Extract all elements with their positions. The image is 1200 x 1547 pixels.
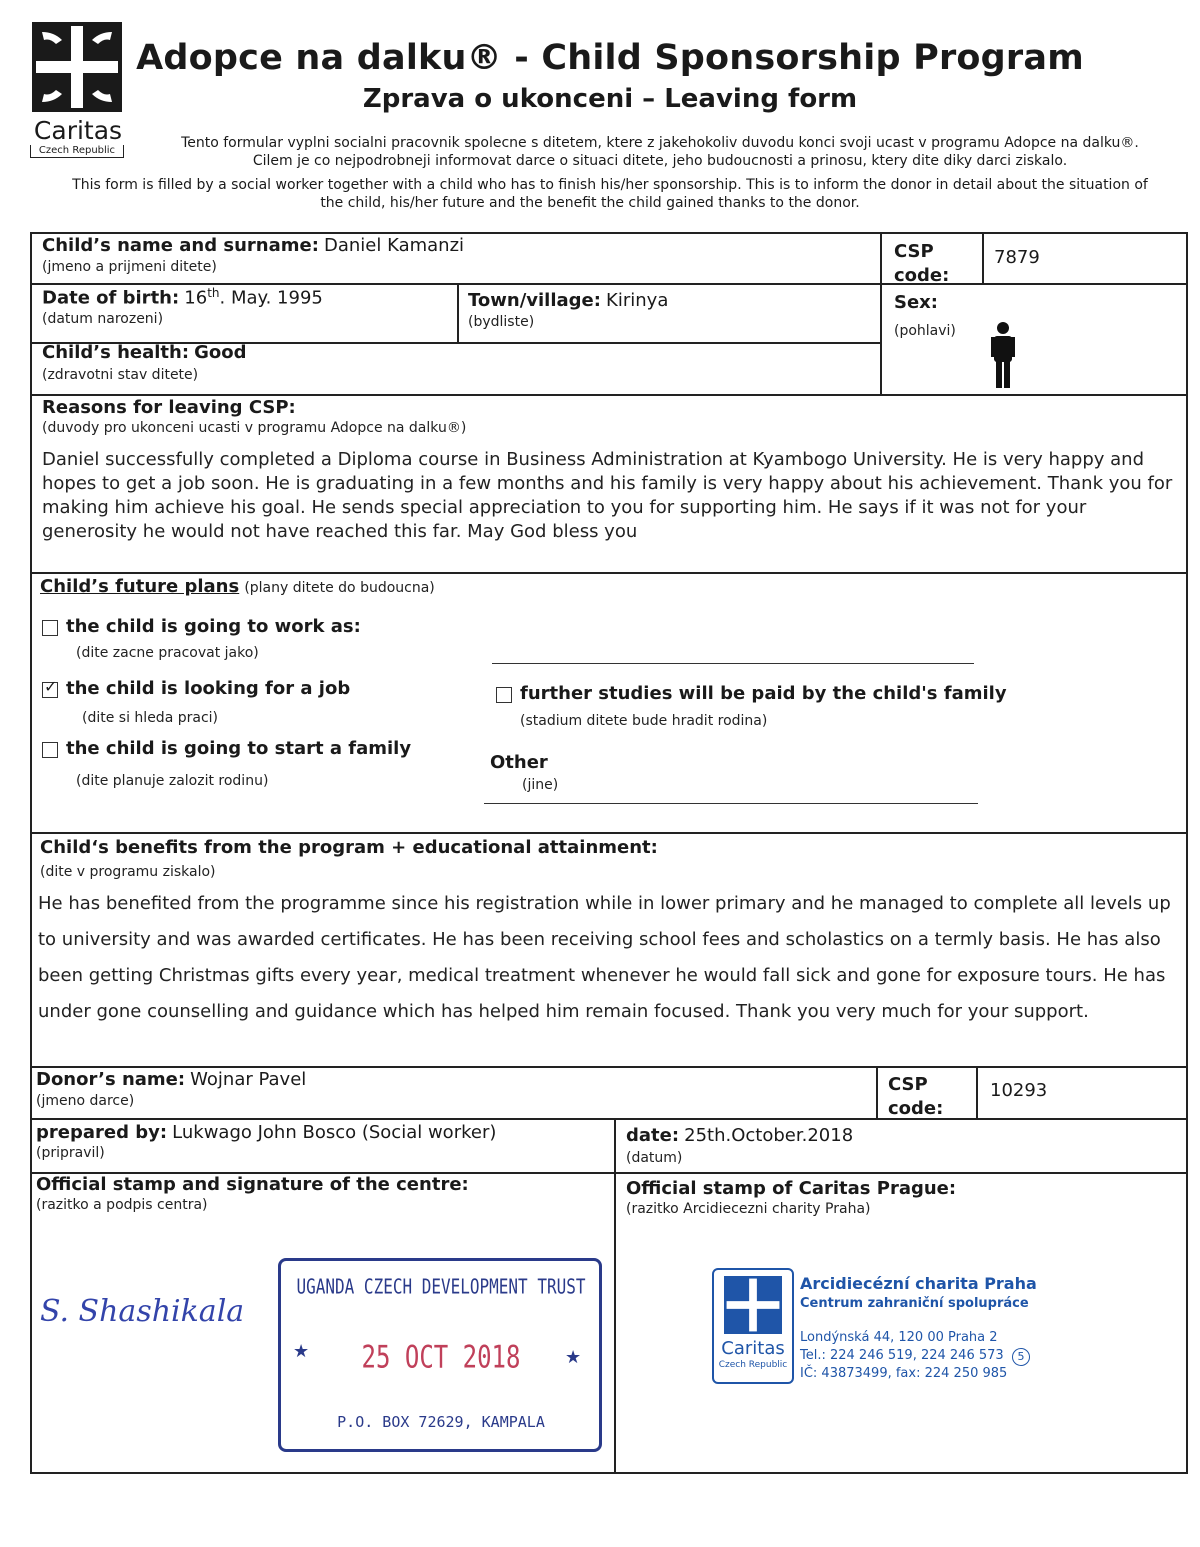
donor-sub: (jmeno darce): [36, 1093, 135, 1109]
donor-row: [36, 1069, 306, 1090]
other-line: [484, 803, 978, 804]
future-plans-heading: [40, 576, 435, 597]
option-job[interactable]: [42, 678, 350, 699]
dob-value-day: 16: [184, 287, 208, 309]
centre-stamp-sub: (razitko a podpis centra): [36, 1197, 208, 1213]
option-studies-label: further studies will be paid by the child's family: [520, 683, 1007, 704]
health-label: Child’s health:: [42, 342, 190, 363]
checkbox-studies[interactable]: [496, 687, 512, 703]
health-row: [42, 342, 247, 363]
benefits-text: He has benefited from the programme since his registration while in lower primary and he managed to complete all levels up to university and was awarded certificates. He has been receiving school fees and scholastics on a termly basis. He has also been getting Christmas gifts every year, medical treatment whenever he would fall sick and gone for exposure tours. He has under gone counselling and guidance which has helped him remain focused. Thank you very much for your support.: [38, 893, 1171, 1022]
male-person-icon: [990, 322, 1016, 388]
future-plans-sub: (plany ditete do budoucna): [244, 580, 435, 596]
signature: S. Shashikala: [40, 1294, 245, 1329]
work-as-line: [492, 663, 974, 664]
prepared-row: [36, 1122, 496, 1143]
star-icon-right: ★: [565, 1347, 582, 1368]
caritas-stamp-logo-word: Caritas: [721, 1338, 785, 1359]
checkbox-job[interactable]: [42, 682, 58, 698]
child-name-sub: (jmeno a prijmeni ditete): [42, 259, 217, 275]
logo-word: Caritas: [33, 116, 123, 145]
logo-subtitle: Czech Republic: [30, 145, 124, 158]
donor-label: Donor’s name:: [36, 1069, 186, 1090]
option-studies[interactable]: [496, 683, 1007, 704]
child-csp-label-2: code:: [894, 265, 950, 286]
uct-stamp: [278, 1258, 602, 1452]
reasons-sub: (duvody pro ukonceni ucasti v programu Adopce na dalku®): [42, 420, 467, 436]
other-sub: (jine): [522, 777, 559, 793]
uct-stamp-box: P.O. BOX 72629, KAMPALA: [337, 1413, 545, 1431]
uct-stamp-name: UGANDA CZECH DEVELOPMENT TRUST: [296, 1274, 586, 1299]
option-job-sub: (dite si hleda praci): [82, 710, 218, 726]
caritas-stamp-tel: Tel.: 224 246 519, 224 246 573: [800, 1348, 1004, 1363]
sex-label: Sex:: [894, 292, 938, 313]
child-name-value: Daniel Kamanzi: [324, 235, 465, 256]
reasons-text: Daniel successfully completed a Diploma course in Business Administration at Kyambogo University. He is very happy and hopes to get a job soon. He is graduating in a few months and his family is very happy about his achievement. Thank you for making him achieve his goal. He sends special appreciation to you for supporting him. He says if it was not for your generosity he would not have reached this far. May God bless you: [42, 449, 1173, 542]
uct-stamp-date: 25 OCT 2018: [361, 1338, 521, 1376]
dob-row: [42, 286, 323, 308]
benefits-sub: (dite v programu ziskalo): [40, 864, 216, 880]
health-sub: (zdravotni stav ditete): [42, 367, 199, 383]
donor-csp-label-1: CSP: [888, 1074, 928, 1095]
intro-cz-line-2: Cilem je co nejpodrobneji informovat darce o situaci ditete, jeho budoucnosti a prinosu, ktery dite diky darci ziskalo.: [252, 153, 1068, 169]
town-label: Town/village:: [468, 290, 601, 311]
option-work[interactable]: [42, 616, 361, 637]
option-family[interactable]: [42, 738, 411, 759]
checkbox-work[interactable]: [42, 620, 58, 636]
caritas-stamp-address: Londýnská 44, 120 00 Praha 2: [800, 1330, 998, 1345]
caritas-stamp-dept: Centrum zahraniční spolupráce: [800, 1296, 1029, 1311]
caritas-stamp-logo-sub: Czech Republic: [718, 1360, 788, 1370]
sex-sub: (pohlavi): [894, 323, 956, 339]
prepared-sub: (pripravil): [36, 1145, 105, 1161]
caritas-prague-stamp: [712, 1268, 1042, 1384]
page-title: Adopce na dalku® - Child Sponsorship Program: [136, 38, 1084, 78]
dob-label: Date of birth:: [42, 287, 180, 309]
page-subtitle: Zprava o ukonceni – Leaving form: [362, 84, 858, 114]
child-name-label: Child’s name and surname:: [42, 235, 319, 256]
reasons-label: Reasons for leaving CSP:: [42, 397, 296, 418]
option-work-label: the child is going to work as:: [66, 616, 361, 637]
date-sub: (datum): [626, 1150, 683, 1166]
town-sub: (bydliste): [468, 314, 535, 330]
donor-csp-label-2: code:: [888, 1098, 944, 1119]
caritas-stamp-sub: (razitko Arcidiecezni charity Praha): [626, 1201, 871, 1217]
caritas-stamp-logo: [712, 1268, 794, 1384]
child-name-row: [42, 235, 464, 256]
dob-value-sup: th: [207, 286, 220, 300]
star-icon-left: ★: [293, 1341, 310, 1362]
option-job-label: the child is looking for a job: [66, 678, 351, 699]
dob-sub: (datum narozeni): [42, 311, 164, 327]
other-label: Other: [490, 752, 548, 773]
caritas-stamp-number: 5: [1012, 1348, 1030, 1366]
prepared-label: prepared by:: [36, 1122, 168, 1143]
option-family-sub: (dite planuje zalozit rodinu): [76, 773, 269, 789]
health-value: Good: [194, 342, 247, 363]
benefits-label: Child‘s benefits from the program + educational attainment:: [40, 837, 658, 858]
donor-csp-value: 10293: [990, 1080, 1048, 1101]
date-label: date:: [626, 1125, 680, 1146]
option-work-sub: (dite zacne pracovat jako): [76, 645, 259, 661]
date-row: [626, 1125, 853, 1146]
date-value: 25th.October.2018: [684, 1125, 854, 1146]
town-row: [468, 290, 668, 311]
option-studies-sub: (stadium ditete bude hradit rodina): [520, 713, 768, 729]
caritas-stamp-cross-icon: [724, 1276, 782, 1334]
dob-value-rest: . May. 1995: [219, 287, 323, 309]
intro-en-line-1: This form is filled by a social worker together with a child who has to finish his/her sponsorship. This is to inform the donor in detail about the situation of: [72, 177, 1148, 193]
caritas-logo: [28, 22, 128, 156]
centre-stamp-label: Official stamp and signature of the centre:: [36, 1174, 469, 1195]
intro-en-line-2: the child, his/her future and the benefit the child gained thanks to the donor.: [320, 195, 860, 211]
checkbox-family[interactable]: [42, 742, 58, 758]
intro-cz-line-1: Tento formular vyplni socialni pracovnik spolecne s ditetem, ktere z jakehokoliv duvodu konci svoji ucast v programu Adopce na dalku®.: [181, 135, 1139, 151]
caritas-cross-icon: [32, 22, 122, 112]
prepared-value: Lukwago John Bosco (Social worker): [172, 1122, 497, 1143]
option-family-label: the child is going to start a family: [66, 738, 412, 759]
caritas-stamp-ic: IČ: 43873499, fax: 224 250 985: [800, 1366, 1008, 1381]
caritas-stamp-label: Official stamp of Caritas Prague:: [626, 1178, 957, 1199]
donor-value: Wojnar Pavel: [190, 1069, 307, 1090]
child-csp-label-1: CSP: [894, 241, 934, 262]
child-csp-value: 7879: [994, 247, 1040, 268]
future-plans-label: Child’s future plans: [40, 576, 240, 597]
caritas-stamp-name: Arcidiecézní charita Praha: [800, 1274, 1037, 1293]
town-value: Kirinya: [606, 290, 669, 311]
